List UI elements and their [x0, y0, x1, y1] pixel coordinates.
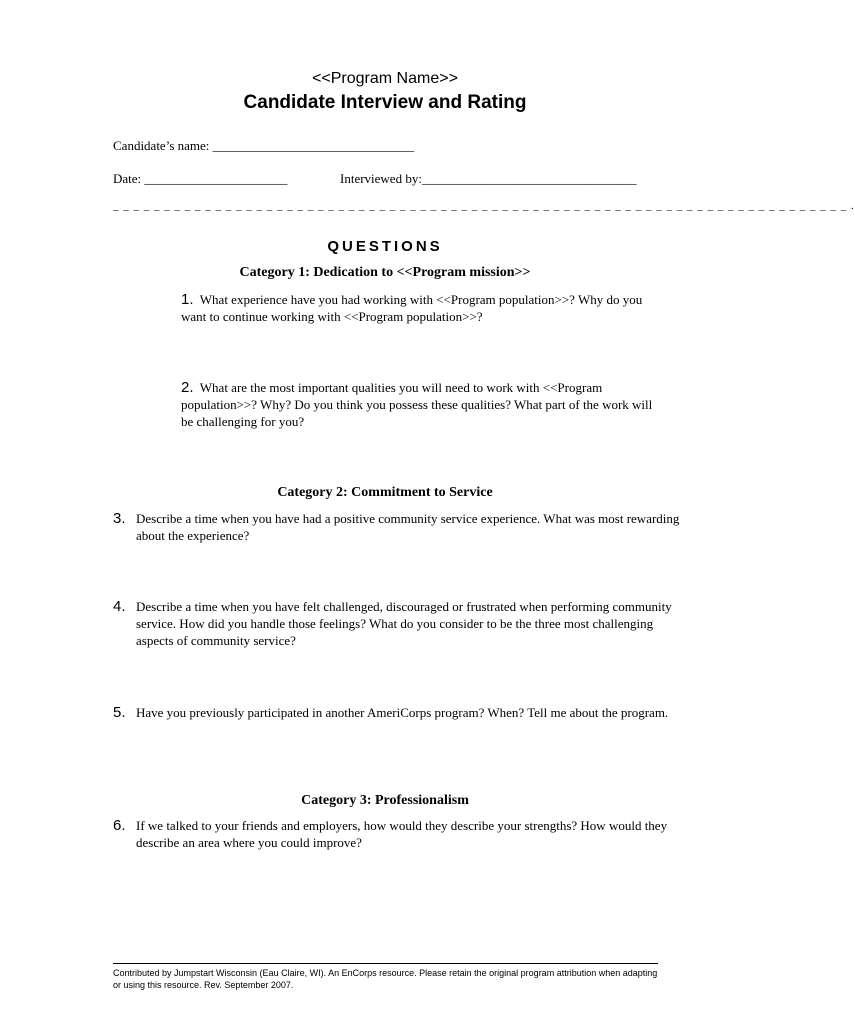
- question-text: Have you previously participated in another AmeriCorps program? When? Tell me about the program.: [136, 705, 669, 720]
- question-number: 1.: [181, 291, 194, 308]
- category-heading: Category 1: Dedication to <<Program mission>>: [239, 265, 531, 280]
- question-text: If we talked to your friends and employers, how would they describe your strengths? How would they describe an area where you could improve?: [136, 818, 668, 850]
- question-number: 5.: [113, 704, 126, 721]
- interviewed-by-field: Interviewed by:_________________________________: [340, 171, 637, 186]
- footer-divider: [113, 963, 658, 964]
- candidate-name-field: Candidate’s name: _______________________________: [113, 138, 415, 153]
- category-heading: Category 3: Professionalism: [301, 793, 469, 808]
- question-item: [113, 510, 681, 544]
- question-text: Describe a time when you have felt challenged, discouraged or frustrated when performing community service. How did you handle those feelings? What do you consider to be the three most challenging aspects of community service?: [136, 599, 672, 648]
- footer-attribution: Contributed by Jumpstart Wisconsin (Eau Claire, WI). An EnCorps resource. Please retain the original program attribution when adapting or using this resource. Rev. September 2007.: [113, 968, 658, 990]
- question-text: What are the most important qualities you will need to work with <<Program population>>? Why? Do you think you possess these qualities? What part of the work will be challenging for you?: [181, 380, 653, 429]
- question-item: [181, 379, 661, 430]
- questions-heading: QUESTIONS: [327, 238, 443, 255]
- question-number: 6.: [113, 817, 126, 834]
- program-name: <<Program Name>>: [312, 70, 458, 87]
- question-number: 4.: [113, 598, 126, 615]
- question-item: [181, 291, 661, 325]
- question-number: 3.: [113, 510, 126, 527]
- question-item: [113, 817, 681, 851]
- question-item: [113, 704, 681, 721]
- date-field: Date: ______________________: [113, 171, 288, 186]
- question-item: [113, 598, 681, 649]
- question-text: What experience have you had working with <<Program population>>? Why do you want to continue working with <<Program population>>?: [181, 292, 643, 324]
- question-number: 2.: [181, 379, 194, 396]
- category-heading: Category 2: Commitment to Service: [277, 485, 493, 500]
- question-text: Describe a time when you have had a positive community service experience. What was most rewarding about the experience?: [136, 511, 680, 543]
- dashed-separator: _ _ _ _ _ _ _ _ _ _ _ _ _ _ _ _ _ _ _ _ _ _ _ _ _ _ _ _ _ _ _ _ _ _ _ _ _ _ _ _ _ _ _ _ _ _ _ _ _ _ _ _ _ _ _ _ _ _ _ _ _ _ _ _ _ _ _ _ _ _ _ _ .: [113, 200, 855, 212]
- page-title: Candidate Interview and Rating: [243, 92, 527, 113]
